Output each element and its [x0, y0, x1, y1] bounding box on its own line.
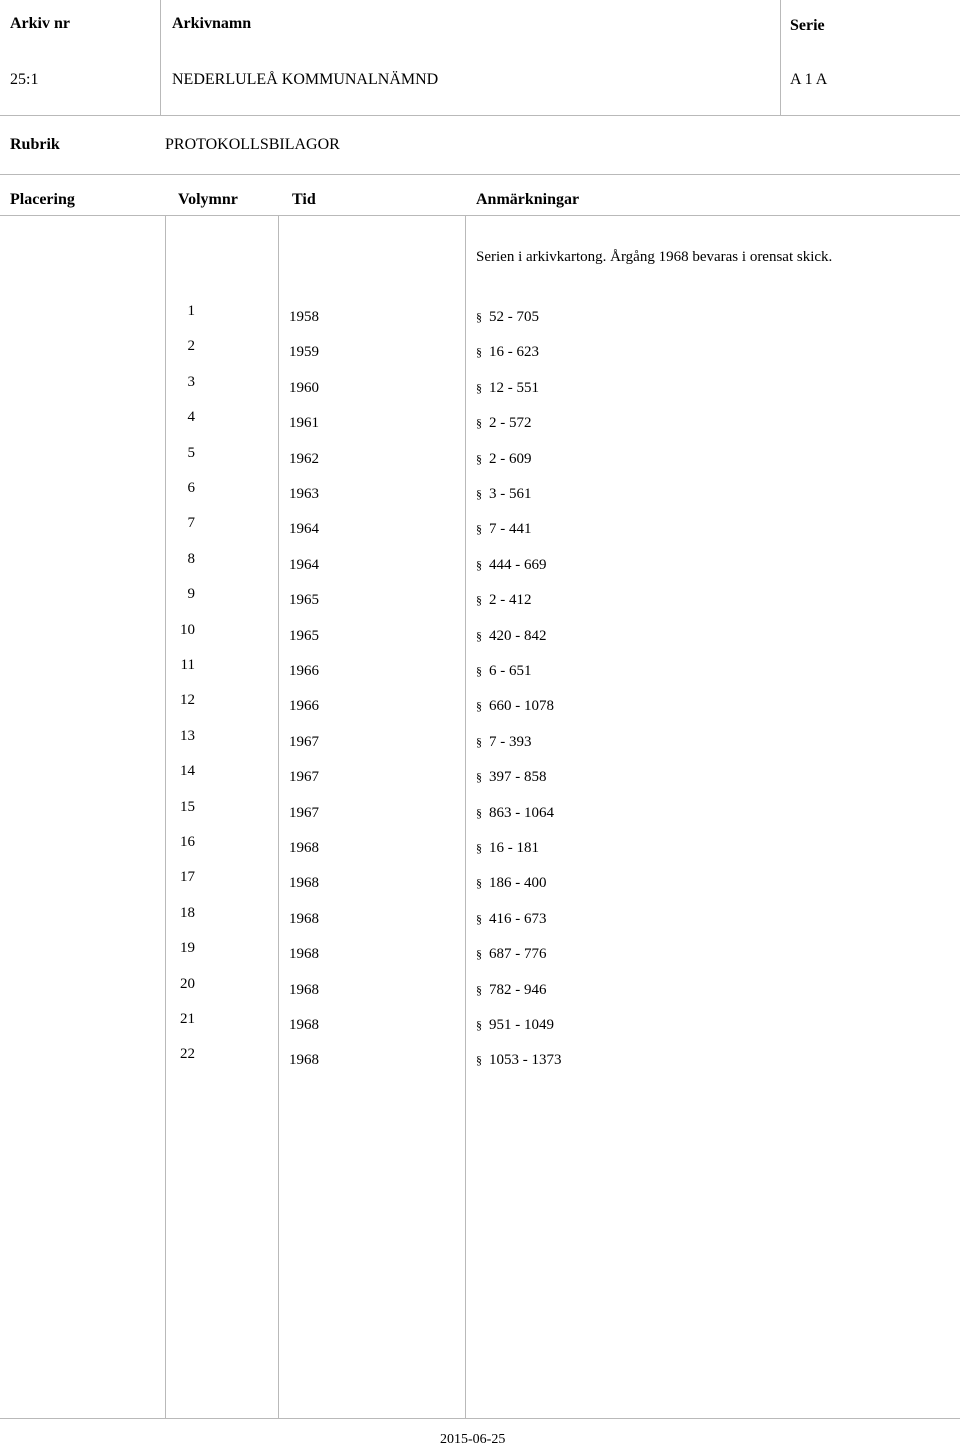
- range-text: 782 - 946: [489, 981, 547, 998]
- rubrik-label: Rubrik: [10, 136, 60, 153]
- range-text: 3 - 561: [489, 486, 532, 502]
- col-volymnr: Volymnr: [178, 191, 238, 208]
- rubrik-value: PROTOKOLLSBILAGOR: [165, 136, 340, 153]
- paragraph-icon: §: [476, 947, 482, 962]
- tid-cell: 1968: [289, 946, 319, 963]
- paragraph-icon: §: [476, 628, 482, 643]
- volymnr-cell: 15: [180, 798, 195, 815]
- range-cell: [476, 1053, 562, 1068]
- tid-cell: 1966: [289, 698, 319, 715]
- volymnr-cell: 10: [180, 621, 195, 638]
- serie-value: A 1 A: [790, 71, 828, 88]
- range-text: 660 - 1078: [489, 698, 554, 715]
- volymnr-cell: 2: [187, 338, 195, 355]
- series-note: Serien i arkivkartong. Årgång 1968 bevaras i orensat skick.: [476, 249, 833, 265]
- rule-col-3: [165, 215, 166, 1418]
- tid-cell: 1967: [289, 769, 319, 786]
- tid-cell: 1968: [289, 1052, 319, 1069]
- range-cell: [476, 947, 547, 962]
- paragraph-icon: §: [476, 380, 482, 395]
- range-cell: [476, 522, 532, 537]
- volymnr-cell: 7: [187, 515, 195, 532]
- paragraph-icon: §: [476, 734, 482, 749]
- tid-cell: 1967: [289, 804, 319, 821]
- range-cell: [476, 593, 532, 608]
- tid-cell: 1965: [289, 627, 319, 644]
- volymnr-cell: 5: [187, 444, 195, 461]
- tid-cell: 1964: [289, 521, 319, 538]
- range-text: 444 - 669: [489, 556, 547, 573]
- volymnr-cell: 3: [187, 373, 195, 390]
- range-text: 863 - 1064: [489, 804, 554, 821]
- range-text: 16 - 623: [489, 344, 539, 361]
- range-cell: [476, 416, 532, 431]
- serie-label: Serie: [790, 17, 825, 34]
- paragraph-icon: §: [476, 345, 482, 360]
- tid-cell: 1964: [289, 556, 319, 573]
- tid-cell: 1966: [289, 663, 319, 679]
- volymnr-cell: 6: [187, 480, 195, 496]
- volymnr-cell: 20: [180, 975, 195, 992]
- range-cell: [476, 983, 547, 998]
- rule-col-4: [278, 215, 279, 1418]
- range-cell: [476, 558, 547, 573]
- col-tid: Tid: [292, 191, 316, 208]
- range-text: 1053 - 1373: [489, 1052, 562, 1069]
- rule-col-5: [465, 215, 466, 1418]
- tid-cell: 1958: [289, 309, 319, 325]
- range-cell: [476, 912, 547, 927]
- range-text: 416 - 673: [489, 910, 547, 927]
- range-cell: [476, 735, 532, 750]
- paragraph-icon: §: [476, 841, 482, 855]
- paragraph-icon: §: [476, 664, 482, 678]
- paragraph-icon: §: [476, 805, 482, 820]
- range-text: 2 - 572: [489, 415, 532, 432]
- paragraph-icon: §: [476, 557, 482, 572]
- tid-cell: 1965: [289, 592, 319, 609]
- range-cell: [476, 487, 532, 502]
- tid-cell: 1961: [289, 415, 319, 432]
- range-text: 186 - 400: [489, 875, 547, 892]
- volymnr-cell: 18: [180, 904, 195, 921]
- tid-cell: 1968: [289, 1017, 319, 1033]
- volymnr-cell: 14: [180, 763, 195, 780]
- tid-cell: 1963: [289, 486, 319, 502]
- tid-cell: 1960: [289, 379, 319, 396]
- range-text: 12 - 551: [489, 379, 539, 396]
- volymnr-cell: 11: [180, 657, 195, 673]
- range-text: 397 - 858: [489, 769, 547, 786]
- volymnr-cell: 22: [180, 1046, 195, 1063]
- rule-table-bottom: [0, 1418, 960, 1419]
- arkivnr-label: Arkiv nr: [10, 15, 70, 32]
- tid-cell: 1967: [289, 733, 319, 750]
- range-text: 951 - 1049: [489, 1017, 554, 1033]
- tid-cell: 1968: [289, 981, 319, 998]
- tid-cell: 1968: [289, 840, 319, 856]
- range-text: 687 - 776: [489, 946, 547, 963]
- range-cell: [476, 876, 547, 891]
- volymnr-cell: 13: [180, 727, 195, 744]
- range-text: 52 - 705: [489, 309, 539, 325]
- paragraph-icon: §: [476, 310, 482, 324]
- rule-col-2: [780, 0, 781, 115]
- range-cell: [476, 629, 547, 644]
- range-text: 16 - 181: [489, 840, 539, 856]
- range-cell: [476, 841, 539, 856]
- range-cell: [476, 1018, 554, 1033]
- rule-col-1: [160, 0, 161, 115]
- paragraph-icon: §: [476, 451, 482, 466]
- paragraph-icon: §: [476, 416, 482, 431]
- range-cell: [476, 310, 539, 325]
- volymnr-cell: 1: [187, 303, 195, 319]
- tid-cell: 1968: [289, 875, 319, 892]
- range-text: 7 - 393: [489, 733, 532, 750]
- volymnr-cell: 12: [180, 692, 195, 709]
- paragraph-icon: §: [476, 911, 482, 926]
- rule-columns-bottom: [0, 215, 960, 216]
- range-cell: [476, 345, 539, 360]
- arkivnr-value: 25:1: [10, 71, 39, 88]
- range-cell: [476, 770, 547, 785]
- col-anmarkningar: Anmärkningar: [476, 191, 580, 208]
- volymnr-cell: 9: [187, 586, 195, 603]
- paragraph-icon: §: [476, 1018, 482, 1032]
- volymnr-cell: 16: [180, 834, 195, 850]
- range-text: 2 - 609: [489, 450, 532, 467]
- rule-rubrik-bottom: [0, 174, 960, 175]
- paragraph-icon: §: [476, 699, 482, 714]
- volymnr-cell: 17: [180, 869, 195, 886]
- range-cell: [476, 806, 554, 821]
- paragraph-icon: §: [476, 487, 482, 501]
- arkivnamn-value: NEDERLULEÅ KOMMUNALNÄMND: [172, 71, 439, 88]
- volymnr-cell: 8: [187, 550, 195, 567]
- tid-cell: 1968: [289, 910, 319, 927]
- volymnr-cell: 19: [180, 940, 195, 957]
- volymnr-cell: 21: [180, 1011, 195, 1027]
- range-text: 6 - 651: [489, 663, 532, 679]
- tid-cell: 1959: [289, 344, 319, 361]
- paragraph-icon: §: [476, 982, 482, 997]
- arkivnamn-label: Arkivnamn: [172, 15, 252, 32]
- range-text: 7 - 441: [489, 521, 532, 538]
- volymnr-cell: 4: [187, 409, 195, 426]
- range-text: 420 - 842: [489, 627, 547, 644]
- paragraph-icon: §: [476, 876, 482, 891]
- footer-date: 2015-06-25: [440, 1432, 506, 1447]
- paragraph-icon: §: [476, 770, 482, 785]
- rule-header-bottom: [0, 115, 960, 116]
- tid-cell: 1962: [289, 450, 319, 467]
- paragraph-icon: §: [476, 1053, 482, 1068]
- range-text: 2 - 412: [489, 592, 532, 609]
- paragraph-icon: §: [476, 593, 482, 608]
- col-placering: Placering: [10, 191, 75, 208]
- range-cell: [476, 699, 554, 714]
- range-cell: [476, 664, 532, 679]
- range-cell: [476, 381, 539, 396]
- range-cell: [476, 452, 532, 467]
- paragraph-icon: §: [476, 522, 482, 537]
